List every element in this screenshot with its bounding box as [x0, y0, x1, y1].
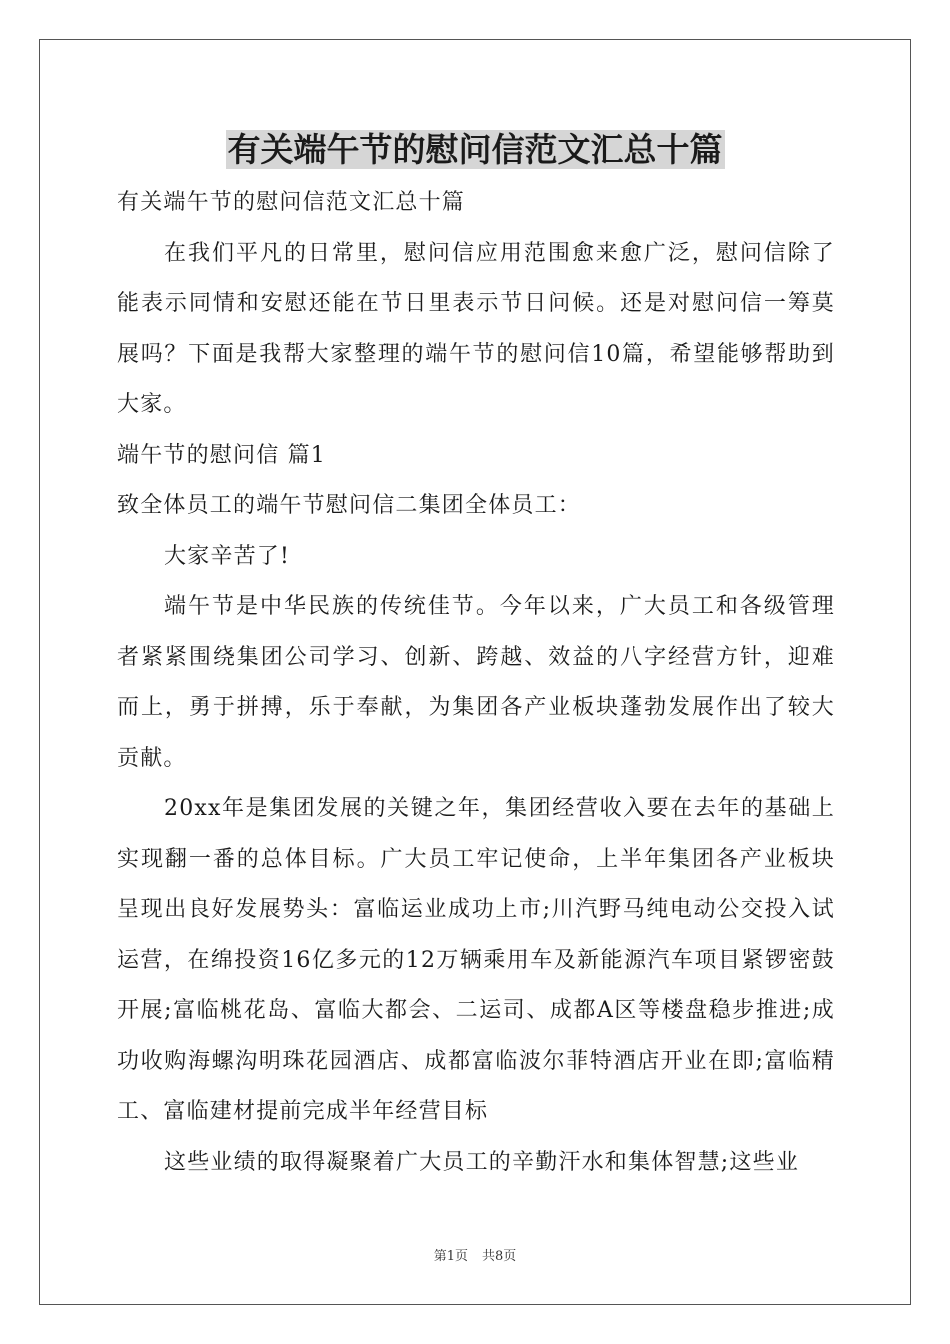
greeting-paragraph: 大家辛苦了! — [164, 543, 291, 569]
subtitle-line: 有关端午节的慰问信范文汇总十篇 — [117, 190, 466, 215]
section-heading: 端午节的慰问信 篇1 — [117, 442, 326, 468]
body-paragraph-2: 20xx年是集团发展的关键之年，集团经营收入要在去年的基础上实现翻一番的总体目标。广大员工牢记使命，上半年集团各产业板块呈现出良好发展势头：富临运业成功上市;川汽野马纯电动公交投入试运营，在绵投资16亿多元的12万辆乘用车及新能源汽车项目紧锣密鼓开展;富临桃花岛、富临大都会、二运司、成都A区等楼盘稳步推进;成功收购海螺沟明珠花园酒店、成都富临波尔菲特酒店开业在即;富临精工、富临建材提前完成半年经营目标 — [117, 796, 835, 1124]
body-paragraph-1: 端午节是中华民族的传统佳节。今年以来，广大员工和各级管理者紧紧围绕集团公司学习、创新、跨越、效益的八字经营方针，迎难而上，勇于拼搏，乐于奉献，为集团各产业板块蓬勃发展作出了较大贡献。 — [117, 594, 835, 771]
document-title — [0, 128, 950, 172]
salutation-line: 致全体员工的端午节慰问信二集团全体员工： — [117, 493, 582, 518]
document-title-text: 有关端午节的慰问信范文汇总十篇 — [227, 130, 723, 169]
page-footer — [0, 1245, 950, 1264]
intro-paragraph: 在我们平凡的日常里，慰问信应用范围愈来愈广泛，慰问信除了能表示同情和安慰还能在节日里表示节日问候。还是对慰问信一筹莫展吗？下面是我帮大家整理的端午节的慰问信10篇，希望能够帮助到大家。 — [117, 240, 835, 417]
document-body — [117, 178, 835, 1188]
page-number: 第1页 — [433, 1249, 468, 1264]
page-total: 共8页 — [482, 1249, 517, 1264]
body-paragraph-3: 这些业绩的取得凝聚着广大员工的辛勤汗水和集体智慧;这些业 — [164, 1149, 800, 1175]
